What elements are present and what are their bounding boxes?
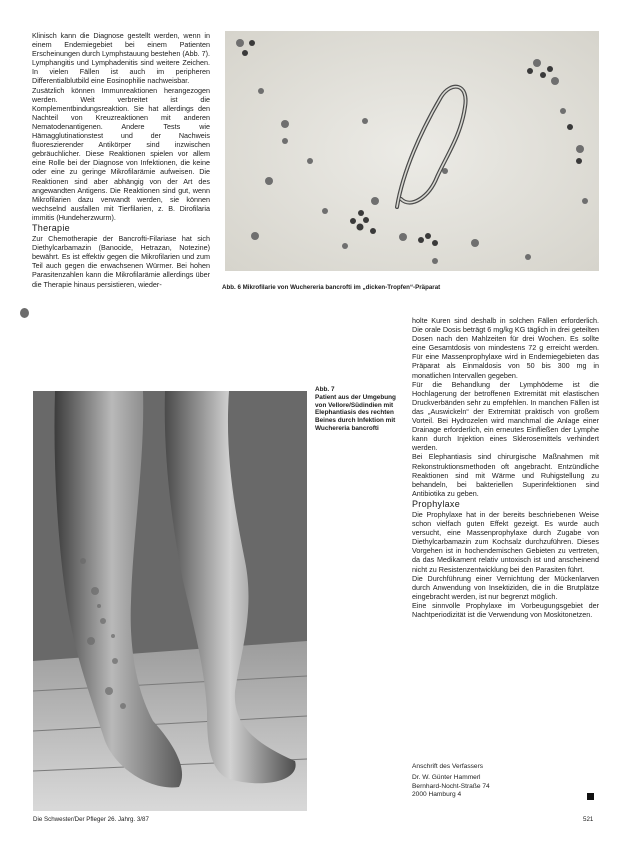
section-heading-prophylaxe: Prophylaxe [412, 498, 461, 509]
end-of-article-marker [587, 793, 594, 800]
address-line: 2000 Hamburg 4 [412, 791, 462, 799]
paragraph: Die Durchführung einer Vernichtung der Mückenlarven durch Anwendung von Insektiziden, die in die Brutplätze eingebracht werden, ist nur begrenzt möglich. [412, 573, 599, 601]
paragraph: Für die Behandlung der Lymphödeme ist die Hochlagerung der betroffenen Extremität mit elastischen Druckverbänden sehr zu empfehlen. In manchen Fällen ist das „Auswickeln“ der Extremität praktisch von großem Vorteil. Bei Hydrozelen wird manchmal die Anlage einer Drainage erforderlich, ein erneutes Einfließen der Lymphe kann durch Injektion eines Sklerosemittels verhindert werden. [412, 379, 599, 453]
text-column-left [32, 31, 210, 289]
text-column-right [412, 316, 599, 619]
figure-7-label: Abb. 7 [315, 386, 335, 393]
figure-7-caption [315, 386, 407, 433]
paragraph: Eine sinnvolle Prophylaxe im Vorbeugungsgebiet der Nachtperiodizität ist die Verwendung von Moskitonetzen. [412, 600, 599, 619]
paragraph: Bei Elephantiasis sind chirurgische Maßnahmen mit Rekonstruktionsmethoden oft angebracht. Entzündliche Reaktionen sind mit Wärme und Ruhigstellung zu behandeln, bei bakteriellen Superinfektionen sind Antibiotika zu geben. [412, 452, 599, 498]
paragraph: Die Prophylaxe hat in der bereits beschriebenen Weise schon vielfach guten Effekt gezeigt. Es wurde auch versucht, eine Massenprophylaxe durch Zugabe von Diethylcarbamazin zum Kochsalz durchzuführen. Dieses Vorgehen ist in hochendemischen Gebieten zu vertreten, da das Medikament relativ untoxisch ist und anscheinend nicht zu Resistenzentwicklung bei den Parasiten führt. [412, 509, 599, 574]
footer-page-number: 521 [583, 816, 594, 823]
paragraph: Zur Chemotherapie der Bancrofti-Filariase hat sich Diethylcarbamazin (Banocide, Hetrazan, Notezine) bewährt. Es ist effektiv gegen die Mikrofilarien und zum Teil auch gegen die erwachsenen Würmer. Bei hohen Parasitenzahlen kann die Mikrofilarämie allerdings über die Therapie hinaus persistieren, wieder- [32, 234, 210, 289]
figure-7-patient-legs-photo [33, 391, 307, 811]
figure-7-caption-text: Patient aus der Umgebung von Vellore/Südindien mit Elephantiasis des rechten Beines durch Infektion mit Wuchereria bancrofti [315, 393, 396, 432]
figure-6-microfilaria-image [225, 31, 599, 271]
footer-journal: Die Schwester/Der Pfleger 26. Jahrg. 3/87 [33, 816, 149, 823]
figure-6-caption: Abb. 6 Mikrofilarie von Wuchereria bancrofti im „dicken-Tropfen“-Präparat [222, 284, 441, 291]
address-label: Anschrift des Verfassers [412, 763, 484, 770]
section-heading-therapie: Therapie [32, 222, 70, 233]
address-line: Bernhard-Nocht-Straße 74 [412, 782, 490, 790]
paragraph: holte Kuren sind deshalb in solchen Fällen erforderlich. Die orale Dosis beträgt 6 mg/kg KG täglich in drei geteilten Dosen nach den Mahlzeiten für drei Wochen. Es sollte eine Gesamtdosis von mindestens 72 g erreicht werden. Für eine Massenprophylaxe wird in Endemiegebieten das Präparat als Einmaldosis von 50 bis 300 mg in monatlichen Intervallen gegeben. [412, 316, 599, 380]
paragraph: Klinisch kann die Diagnose gestellt werden, wenn in einem Endemiegebiet bei einem Patienten Erscheinungen durch Lymphstauung bestehen (Abb. 7). Lymphangitis und Lymphadenitis sind weitere Zeichen. In vielen Fällen ist auch im peripheren Differentialblutbild eine Eosinophilie nachweisbar. [32, 31, 210, 86]
author-address [412, 763, 599, 800]
punch-hole-mark [20, 308, 29, 318]
address-line: Dr. W. Günter Hammerl [412, 774, 481, 782]
paragraph: Zusätzlich können Immunreaktionen herangezogen werden. Weit verbreitet ist die Komplementbindungsreaktion. Sie hat allerdings den Nachteil von Kreuzreaktionen mit anderen Nematodenantigenen. Andere Tests wie Hämagglutinationstest und der Nachweis fluoreszierender Antikörper sind inzwischen gebräuchlicher. Diese Reaktionen spielen vor allem eine Rolle bei der Diagnose von Infektionen, die keine oder eine zu geringe Mikrofilarämie aufweisen. Die Reaktionen sind aber abhängig von der Art des angewandten Antigens. Die Reaktionen sind gut, wenn Mikrofilarien dazu verwandt werden, sie können wechselnd ausfallen mit Tierfilarien, z. B. Dirofilaria immitis (Hundeherzwurm). [32, 85, 210, 222]
